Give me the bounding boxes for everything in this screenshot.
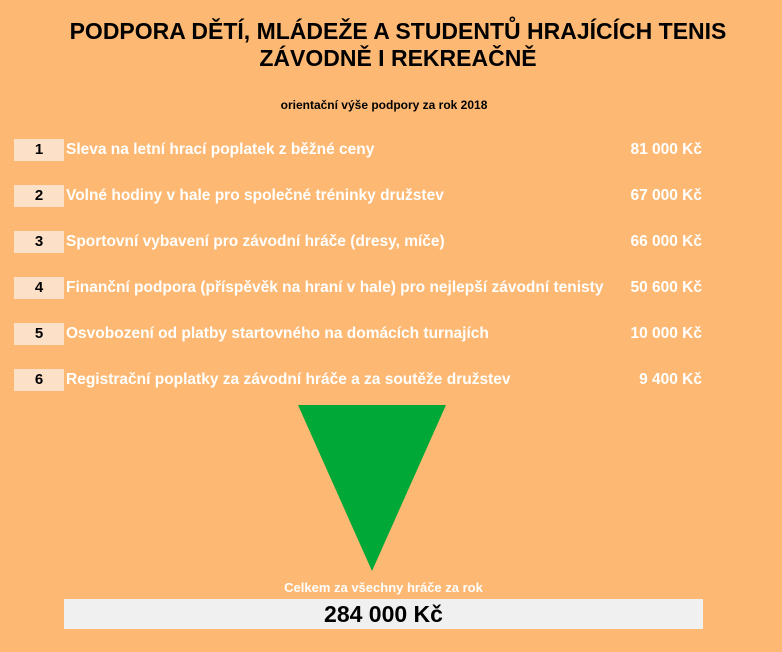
item-label: Registrační poplatky za závodní hráče a za soutěže družstev xyxy=(66,371,511,388)
item-amount: 10 000 Kč xyxy=(630,325,702,342)
item-number: 1 xyxy=(14,139,64,161)
list-item xyxy=(0,231,782,253)
item-amount: 81 000 Kč xyxy=(630,141,702,158)
down-arrow-icon xyxy=(298,405,448,573)
list-item xyxy=(0,139,782,161)
item-label: Sleva na letní hrací poplatek z běžné ceny xyxy=(66,141,375,158)
list-item xyxy=(0,323,782,345)
item-number: 3 xyxy=(14,231,64,253)
list-item xyxy=(0,277,782,299)
item-label: Osvobození od platby startovného na domácích turnajích xyxy=(66,325,489,342)
title-line-1: PODPORA DĚTÍ, MLÁDEŽE A STUDENTŮ HRAJÍCÍCH TENIS xyxy=(69,18,727,44)
item-label: Sportovní vybavení pro závodní hráče (dresy, míče) xyxy=(66,233,445,250)
item-number: 5 xyxy=(14,323,64,345)
list-item xyxy=(0,369,782,391)
item-amount: 66 000 Kč xyxy=(630,233,702,250)
item-label: Volné hodiny v hale pro společné tréninky družstev xyxy=(66,187,444,204)
title-line-2: ZÁVODNĚ I REKREAČNĚ xyxy=(259,45,537,71)
item-amount: 9 400 Kč xyxy=(639,371,702,388)
page-title xyxy=(0,18,782,72)
subtitle: orientační výše podpory za rok 2018 xyxy=(280,98,488,112)
total-label: Celkem za všechny hráče za rok xyxy=(284,580,483,595)
total-value: 284 000 Kč xyxy=(64,599,703,629)
item-amount: 50 600 Kč xyxy=(630,279,702,296)
item-number: 2 xyxy=(14,185,64,207)
item-number: 6 xyxy=(14,369,64,391)
down-triangle-shape xyxy=(298,405,446,571)
list-item xyxy=(0,185,782,207)
item-label: Finanční podpora (příspěvěk na hraní v hale) pro nejlepší závodní tenisty xyxy=(66,279,604,296)
item-number: 4 xyxy=(14,277,64,299)
item-amount: 67 000 Kč xyxy=(630,187,702,204)
